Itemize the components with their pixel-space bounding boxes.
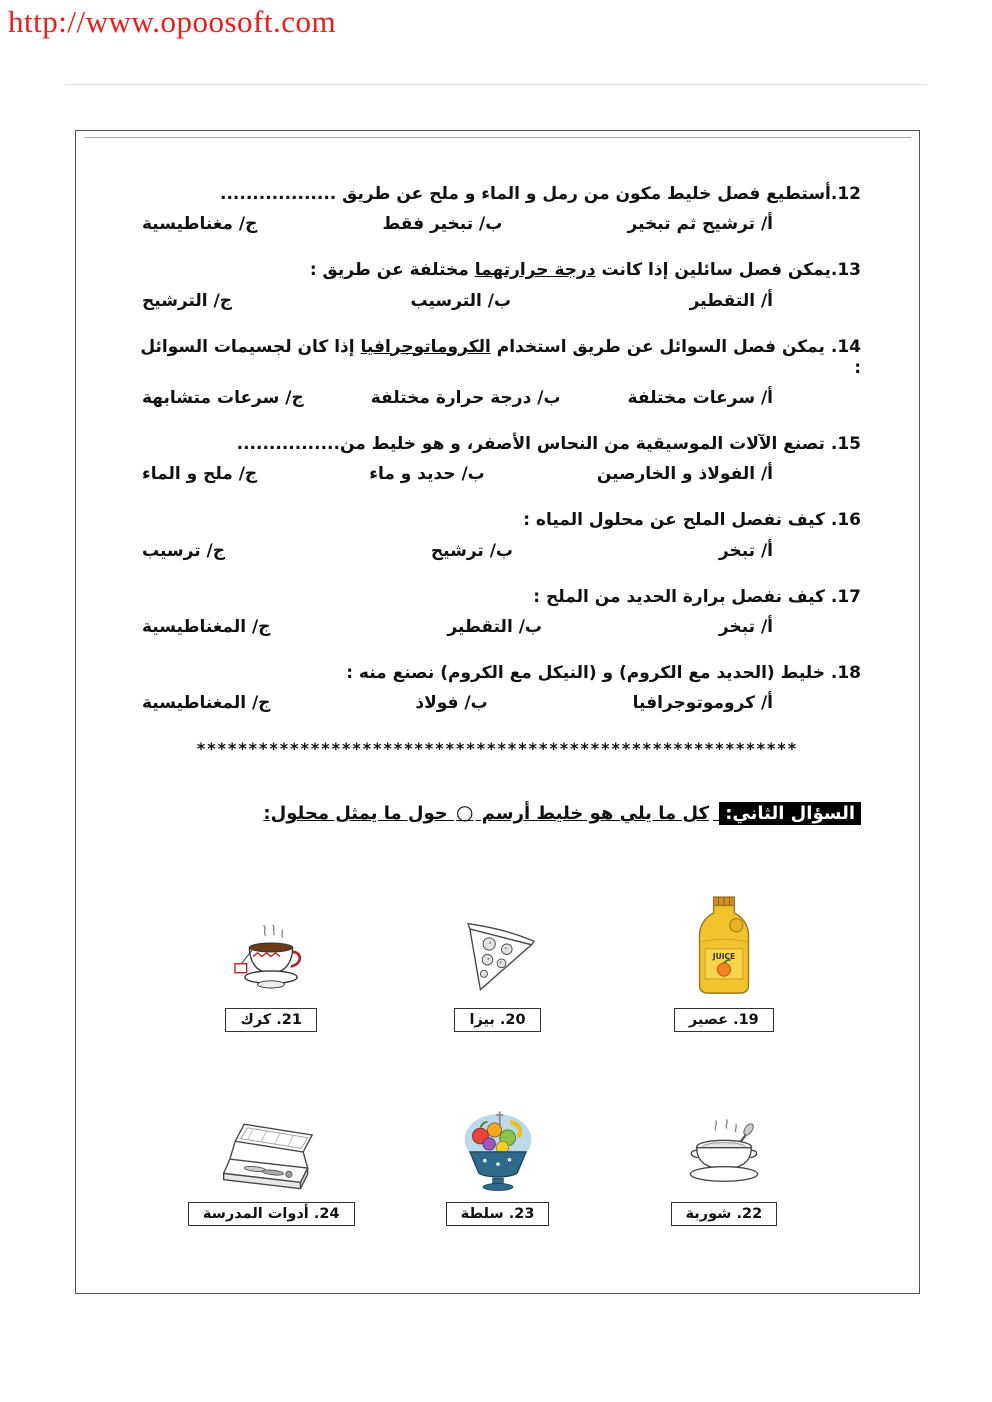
option-c: ج/ ملح و الماء [142, 464, 258, 485]
option-a: أ/ تبخر [718, 616, 773, 637]
option-c: ج/ مغناطيسية [142, 214, 258, 235]
tea-cup-icon [226, 922, 316, 1000]
option-b: ب/ فولاذ [415, 693, 488, 713]
item-label: 22. شوربة [671, 1202, 778, 1226]
question-18-options [134, 693, 861, 713]
question-16-options [134, 541, 861, 561]
items-grid [134, 854, 861, 1226]
top-divider [65, 84, 927, 85]
question-15 [134, 434, 861, 484]
question-16-text: 16. كيف نفصل الملح عن محلول المياه : [523, 510, 861, 531]
soup-bowl-icon [674, 1114, 774, 1194]
option-b: ب/ ترشيح [430, 540, 513, 561]
option-b: ب/ التقطير [447, 616, 542, 637]
juice-label-text: JUICE [712, 952, 736, 962]
juice-bottle-icon [691, 892, 757, 1000]
item-label: 24. أدوات المدرسة [188, 1202, 355, 1226]
question-14 [134, 337, 861, 409]
question-13-options [134, 291, 861, 311]
item-pencil-case [188, 1048, 355, 1226]
question-12-options [134, 214, 861, 234]
option-c: ج/ سرعات متشابهة [142, 388, 304, 408]
item-juice [674, 854, 774, 1032]
text-part: 13.يمكن فصل سائلين إذا كانت [595, 260, 861, 281]
section2-title: السؤال الثاني: [719, 802, 861, 825]
question-12 [134, 184, 861, 234]
question-18 [134, 663, 861, 713]
option-c: ج/ المغناطيسية [142, 693, 271, 713]
option-b: ب/ الترسيب [410, 290, 512, 311]
question-17 [134, 587, 861, 637]
option-a: أ/ سرعات مختلفة [627, 388, 773, 408]
item-pizza [454, 854, 542, 1032]
pencil-case-icon [217, 1118, 325, 1194]
option-b: ب/ تبخير فقط [382, 214, 503, 235]
question-16 [134, 510, 861, 560]
option-a: أ/ ترشيح ثم تبخير [627, 214, 773, 235]
question-13-text [134, 260, 861, 281]
question-17-text: 17. كيف نفصل برارة الحديد من الملح : [533, 586, 861, 607]
option-c: ج/ المغناطيسية [142, 616, 271, 637]
question-14-text [134, 337, 861, 380]
section2-header [134, 798, 861, 826]
question-12-text: 12.أستطيع فصل خليط مكون من رمل و الماء و ملح عن طريق .................. [219, 184, 861, 204]
item-salad [446, 1048, 550, 1226]
item-soup [671, 1048, 778, 1226]
question-17-options [134, 617, 861, 637]
item-label: 20. بيزا [454, 1008, 540, 1032]
instruction-text: حول ما يمثل محلول: [263, 803, 455, 824]
circle-glyph: ○ [456, 800, 474, 824]
text-part: مختلفة عن طريق : [309, 260, 475, 281]
option-b: ب/ حديد و ماء [369, 464, 485, 485]
question-14-options [134, 388, 861, 408]
worksheet-content [76, 138, 919, 1226]
item-label: 21. كرك [225, 1008, 317, 1032]
asterisk-separator: ********************************************************** [196, 739, 799, 758]
question-15-options [134, 464, 861, 484]
item-tea [225, 854, 317, 1032]
section2-instruction [263, 800, 713, 824]
option-b: ب/ درجة حرارة مختلفة [370, 388, 561, 408]
question-13 [134, 260, 861, 310]
text-part: إذا كان لجسيمات السوائل : [140, 336, 861, 378]
question-15-text: 15. تصنع الآلات الموسيقية من النحاس الأصفر، و هو خليط من................ [236, 434, 861, 454]
underlined-text: الكروماتوجرافيا [360, 336, 491, 357]
salad-bowl-icon [454, 1108, 542, 1194]
option-a: أ/ تبخر [718, 540, 773, 561]
item-label: 19. عصير [674, 1008, 774, 1032]
text-part: 14. يمكن فصل السوائل عن طريق استخدام [490, 336, 861, 357]
instruction-text: كل ما يلي هو خليط أرسم [475, 803, 709, 824]
option-a: أ/ كروموتوجرافيا [632, 693, 773, 713]
worksheet-page [75, 130, 920, 1294]
option-c: ج/ ترسيب [142, 540, 225, 561]
option-a: أ/ الفولاذ و الخارصين [596, 464, 773, 485]
pizza-slice-icon [454, 916, 542, 1000]
question-18-text: 18. خليط (الحديد مع الكروم) و (النيكل مع الكروم) نصنع منه : [346, 662, 861, 683]
option-a: أ/ التقطير [689, 290, 773, 311]
underlined-text: درجة حرارتهما [474, 260, 596, 281]
watermark-url: http://www.opoosoft.com [8, 4, 337, 39]
option-c: ج/ الترشيح [142, 290, 233, 311]
item-label: 23. سلطة [446, 1202, 550, 1226]
